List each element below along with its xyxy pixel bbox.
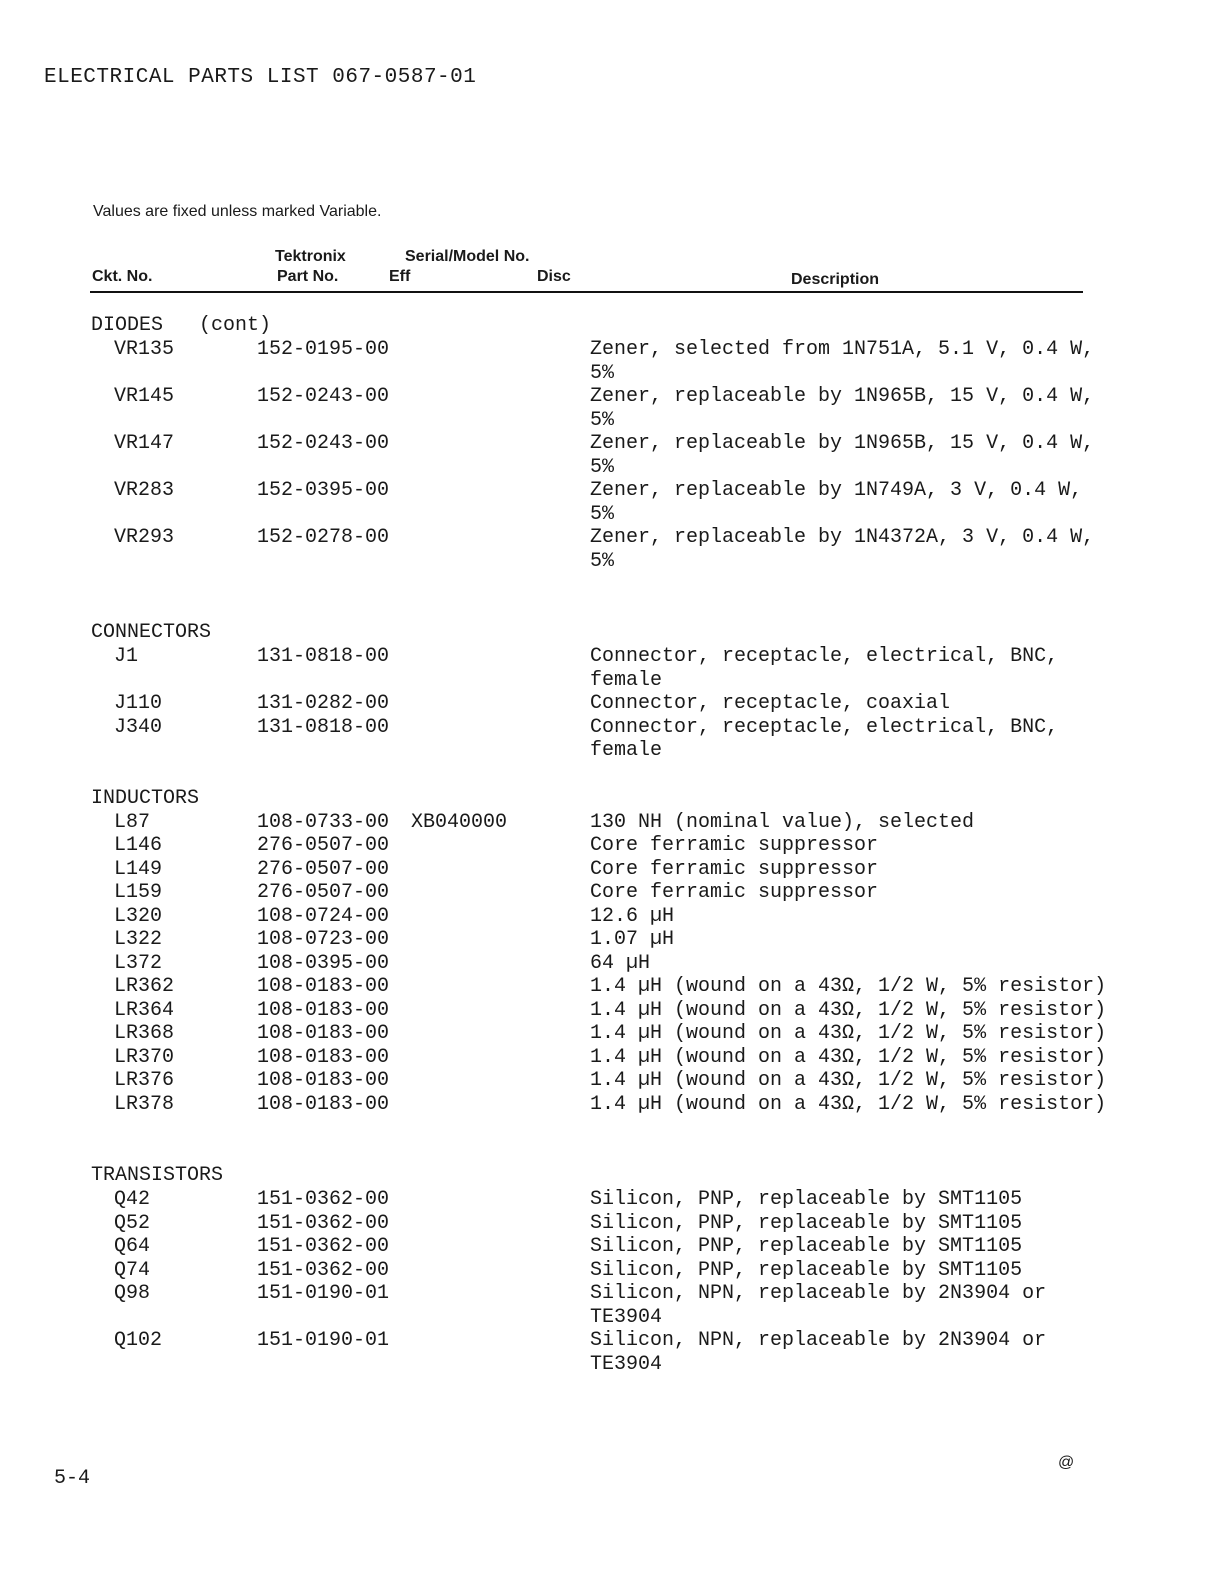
description: Connector, receptacle, electrical, BNC, female bbox=[590, 715, 1059, 762]
part-no: 108-0183-00 bbox=[257, 998, 390, 1022]
ckt-no: L146 bbox=[114, 834, 163, 857]
part-no: 131-0818-00 bbox=[257, 645, 390, 668]
description: Core ferramic suppressor bbox=[590, 834, 879, 857]
description: Silicon, PNP, replaceable by SMT1105 bbox=[590, 1211, 1023, 1235]
table-row bbox=[0, 858, 1220, 882]
table-row bbox=[0, 479, 1220, 526]
part-no: 152-0278-00 bbox=[257, 526, 390, 549]
ckt-no: LR368 bbox=[114, 1022, 175, 1045]
section-diodes bbox=[0, 314, 1220, 573]
table-row bbox=[0, 1282, 1220, 1329]
ckt-no: Q64 bbox=[114, 1235, 151, 1258]
serial-eff: XB040000 bbox=[411, 810, 508, 834]
description: Core ferramic suppressor bbox=[590, 857, 879, 881]
ckt-no: Q52 bbox=[114, 1211, 151, 1235]
ckt-no: Q42 bbox=[114, 1188, 151, 1211]
description: Silicon, PNP, replaceable by SMT1105 bbox=[590, 1258, 1023, 1282]
description: Zener, replaceable by 1N965B, 15 V, 0.4 W, 5% bbox=[590, 385, 1095, 432]
description: 1.4 µH (wound on a 43Ω, 1/2 W, 5% resistor) bbox=[590, 1092, 1107, 1116]
table-row bbox=[0, 811, 1220, 835]
ckt-no: VR145 bbox=[114, 385, 175, 408]
description: 12.6 µH bbox=[590, 904, 675, 928]
part-no: 276-0507-00 bbox=[257, 881, 390, 904]
table-row bbox=[0, 338, 1220, 385]
ckt-no: LR376 bbox=[114, 1069, 175, 1092]
description: Zener, replaceable by 1N4372A, 3 V, 0.4 W, 5% bbox=[590, 526, 1095, 573]
table-row bbox=[0, 692, 1220, 716]
section-connectors bbox=[0, 621, 1220, 763]
table-row bbox=[0, 1069, 1220, 1093]
table-row bbox=[0, 1046, 1220, 1070]
description: 1.4 µH (wound on a 43Ω, 1/2 W, 5% resistor) bbox=[590, 975, 1107, 998]
table-row bbox=[0, 432, 1220, 479]
part-no: 152-0243-00 bbox=[257, 385, 390, 408]
part-no: 151-0190-01 bbox=[257, 1329, 390, 1352]
section-inductors bbox=[0, 787, 1220, 1117]
ckt-no: VR293 bbox=[114, 526, 175, 549]
part-no: 276-0507-00 bbox=[257, 834, 390, 857]
parts-list bbox=[0, 314, 1220, 1376]
part-no: 108-0183-00 bbox=[257, 1069, 390, 1092]
table-row bbox=[0, 834, 1220, 858]
part-no: 131-0818-00 bbox=[257, 715, 390, 739]
ckt-no: VR283 bbox=[114, 479, 175, 502]
table-row bbox=[0, 1093, 1220, 1117]
ckt-no: LR370 bbox=[114, 1045, 175, 1069]
description: Silicon, NPN, replaceable by 2N3904 or TE3904 bbox=[590, 1329, 1047, 1376]
ckt-no: VR147 bbox=[114, 432, 175, 455]
description: Silicon, NPN, replaceable by 2N3904 or TE3904 bbox=[590, 1282, 1047, 1329]
part-no: 151-0362-00 bbox=[257, 1188, 390, 1211]
copyright-mark: @ bbox=[1058, 1454, 1075, 1471]
description: Silicon, PNP, replaceable by SMT1105 bbox=[590, 1235, 1023, 1258]
description: Zener, replaceable by 1N749A, 3 V, 0.4 W, 5% bbox=[590, 479, 1083, 526]
description: Silicon, PNP, replaceable by SMT1105 bbox=[590, 1188, 1023, 1211]
part-no: 108-0733-00 bbox=[257, 810, 390, 834]
section-title: TRANSISTORS bbox=[91, 1164, 224, 1187]
ckt-no: L149 bbox=[114, 857, 163, 881]
column-header-part-no: Part No. bbox=[277, 268, 339, 285]
ckt-no: Q74 bbox=[114, 1258, 151, 1282]
table-row bbox=[0, 1259, 1220, 1283]
ckt-no: LR378 bbox=[114, 1092, 175, 1116]
ckt-no: L87 bbox=[114, 810, 151, 834]
ckt-no: LR364 bbox=[114, 998, 175, 1022]
table-row bbox=[0, 928, 1220, 952]
part-no: 108-0183-00 bbox=[257, 1022, 390, 1045]
ckt-no: LR362 bbox=[114, 975, 175, 998]
description: Connector, receptacle, coaxial bbox=[590, 692, 951, 715]
description: 1.4 µH (wound on a 43Ω, 1/2 W, 5% resistor) bbox=[590, 1022, 1107, 1045]
part-no: 108-0723-00 bbox=[257, 928, 390, 951]
part-no: 151-0362-00 bbox=[257, 1235, 390, 1258]
section-transistors bbox=[0, 1164, 1220, 1376]
column-header-serial-model: Serial/Model No. bbox=[405, 248, 530, 265]
ckt-no: L322 bbox=[114, 928, 163, 951]
values-note: Values are fixed unless marked Variable. bbox=[93, 203, 382, 220]
ckt-no: VR135 bbox=[114, 338, 175, 361]
table-row bbox=[0, 952, 1220, 976]
table-row bbox=[0, 1022, 1220, 1046]
description: 1.4 µH (wound on a 43Ω, 1/2 W, 5% resistor) bbox=[590, 998, 1107, 1022]
description: Core ferramic suppressor bbox=[590, 881, 879, 904]
table-row bbox=[0, 526, 1220, 573]
table-row bbox=[0, 385, 1220, 432]
part-no: 152-0195-00 bbox=[257, 338, 390, 361]
table-row bbox=[0, 645, 1220, 692]
part-no: 151-0362-00 bbox=[257, 1258, 390, 1282]
column-header-eff: Eff bbox=[389, 268, 411, 285]
part-no: 108-0183-00 bbox=[257, 975, 390, 998]
description: 1.07 µH bbox=[590, 928, 675, 951]
section-title: INDUCTORS bbox=[91, 786, 200, 810]
table-row bbox=[0, 975, 1220, 999]
page-title: ELECTRICAL PARTS LIST 067-0587-01 bbox=[44, 66, 477, 89]
header-rule bbox=[90, 291, 1083, 293]
part-no: 131-0282-00 bbox=[257, 692, 390, 715]
part-no: 108-0724-00 bbox=[257, 904, 390, 928]
column-header-description: Description bbox=[791, 271, 880, 288]
part-no: 151-0190-01 bbox=[257, 1282, 390, 1305]
part-no: 108-0183-00 bbox=[257, 1045, 390, 1069]
description: Connector, receptacle, electrical, BNC, female bbox=[590, 645, 1059, 692]
section-title: CONNECTORS bbox=[91, 621, 212, 644]
description: Zener, replaceable by 1N965B, 15 V, 0.4 W, 5% bbox=[590, 432, 1095, 479]
description: 1.4 µH (wound on a 43Ω, 1/2 W, 5% resistor) bbox=[590, 1045, 1107, 1069]
part-no: 152-0243-00 bbox=[257, 432, 390, 455]
part-no: 276-0507-00 bbox=[257, 857, 390, 881]
ckt-no: J340 bbox=[114, 715, 163, 739]
ckt-no: L372 bbox=[114, 951, 163, 975]
table-row bbox=[0, 716, 1220, 763]
ckt-no: Q98 bbox=[114, 1282, 151, 1305]
ckt-no: J1 bbox=[114, 645, 139, 668]
description: 64 µH bbox=[590, 951, 651, 975]
ckt-no: J110 bbox=[114, 692, 163, 715]
table-row bbox=[0, 1235, 1220, 1259]
column-header-ckt-no: Ckt. No. bbox=[92, 268, 153, 285]
table-row bbox=[0, 905, 1220, 929]
table-row bbox=[0, 1329, 1220, 1376]
description: 130 NH (nominal value), selected bbox=[590, 810, 975, 834]
part-no: 151-0362-00 bbox=[257, 1211, 390, 1235]
part-no: 108-0183-00 bbox=[257, 1092, 390, 1116]
ckt-no: L320 bbox=[114, 904, 163, 928]
table-row bbox=[0, 1212, 1220, 1236]
table-row bbox=[0, 1188, 1220, 1212]
column-header-disc: Disc bbox=[537, 268, 571, 285]
ckt-no: Q102 bbox=[114, 1329, 163, 1352]
table-row bbox=[0, 881, 1220, 905]
section-title: DIODES (cont) bbox=[91, 314, 272, 337]
page-number: 5-4 bbox=[54, 1467, 91, 1490]
ckt-no: L159 bbox=[114, 881, 163, 904]
column-header-tektronix: Tektronix bbox=[275, 248, 346, 265]
table-row bbox=[0, 999, 1220, 1023]
part-no: 152-0395-00 bbox=[257, 479, 390, 502]
description: Zener, selected from 1N751A, 5.1 V, 0.4 W, 5% bbox=[590, 338, 1095, 385]
description: 1.4 µH (wound on a 43Ω, 1/2 W, 5% resistor) bbox=[590, 1069, 1107, 1092]
part-no: 108-0395-00 bbox=[257, 951, 390, 975]
